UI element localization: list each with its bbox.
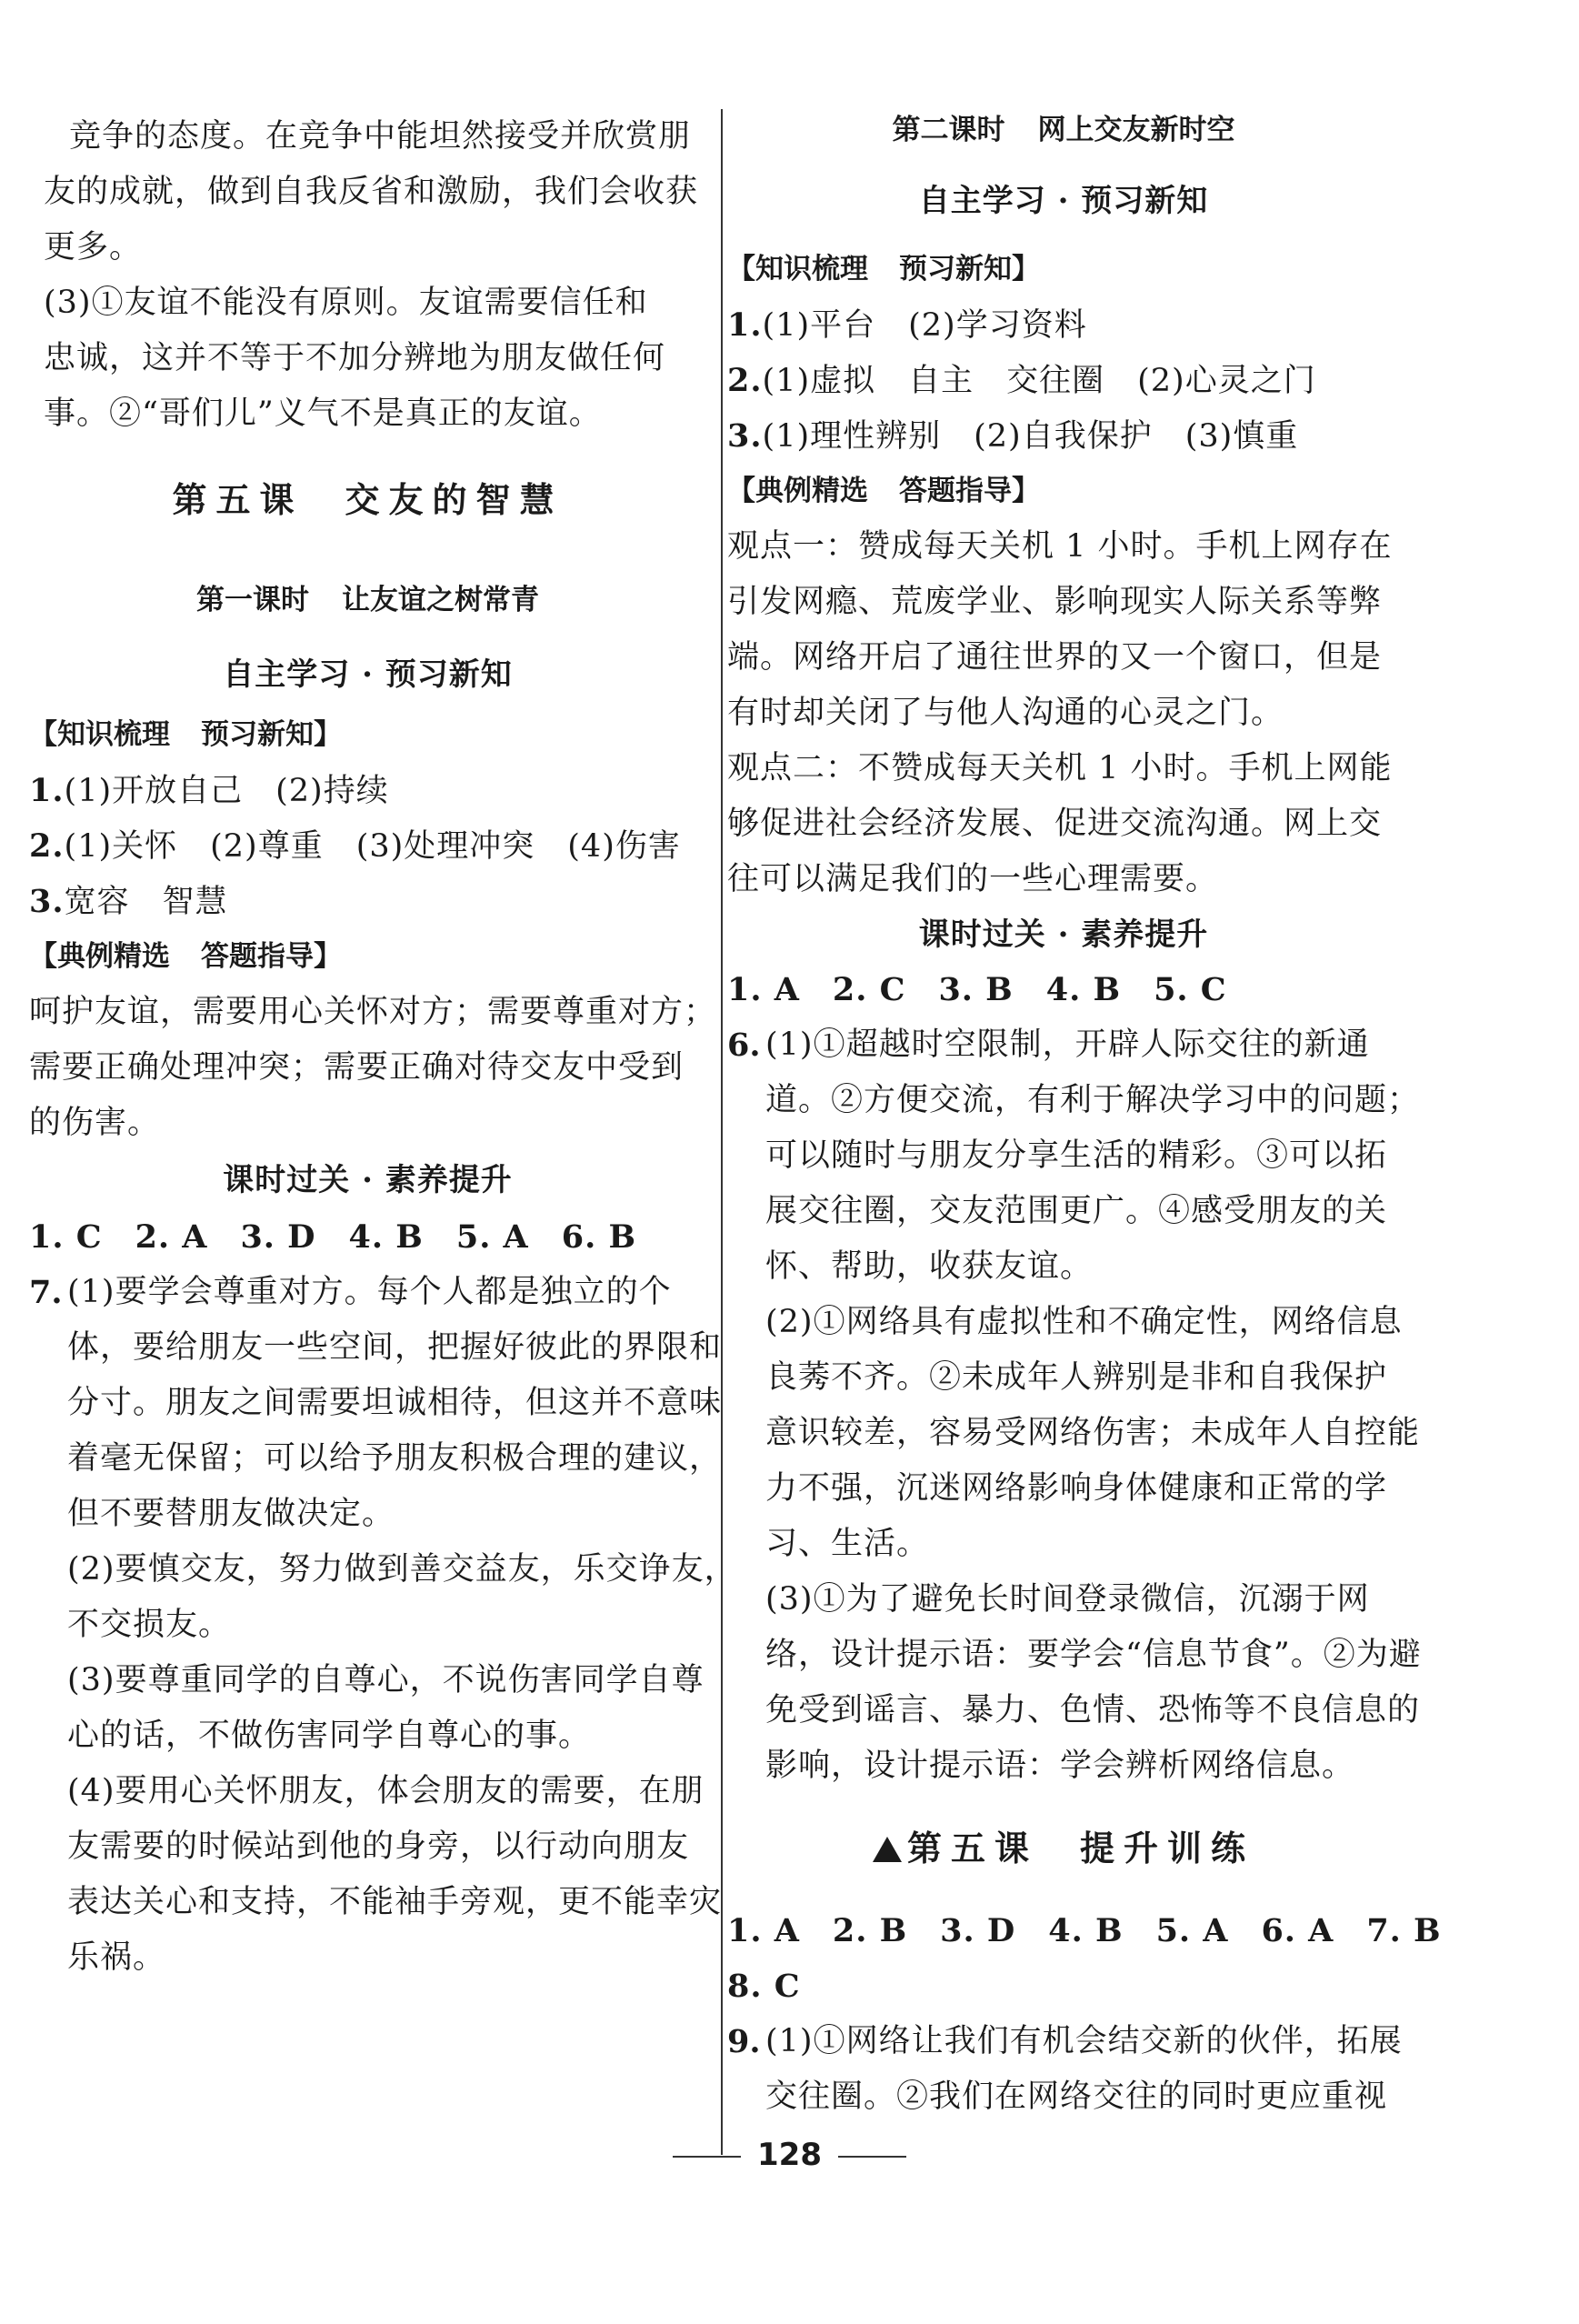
answer-line — [29, 818, 706, 874]
training-name: 提升训练 — [1080, 1828, 1255, 1868]
text-line: 良莠不齐。②未成年人辨别是非和自我保护 — [765, 1359, 1388, 1396]
item-number: 1. — [727, 306, 763, 344]
text-line: 习、生活。 — [765, 1526, 930, 1562]
section-heading-self-study: 自主学习 · 预习新知 — [223, 656, 513, 693]
text-line: 道。②方便交流，有利于解决学习中的问题； — [765, 1082, 1421, 1118]
answer-line — [727, 297, 1400, 353]
answer-line — [727, 408, 1400, 464]
text-line: (1)①超越时空限制，开辟人际交往的新通 — [765, 1027, 1370, 1063]
bracket-label: 预习新知】 — [201, 718, 342, 751]
text-line: (3)①友谊不能没有原则。友谊需要信任和 — [44, 285, 648, 321]
text-line: 有时却关闭了与他人沟通的心灵之门。 — [727, 695, 1284, 731]
question-9 — [727, 2014, 1403, 2125]
text-line: (4)要用心关怀朋友，体会朋友的需要，在朋 — [67, 1773, 705, 1809]
right-column — [727, 109, 1442, 2125]
text-line: 更多。 — [44, 229, 143, 265]
item-number: 9. — [727, 2023, 761, 2060]
lesson-title — [29, 442, 706, 558]
text-line: 竞争的态度。在竞争中能坦然接受并欣赏朋 — [69, 118, 692, 155]
bracket-label: 答题指导】 — [899, 475, 1040, 507]
text-line: 影响，设计提示语：学会辨析网络信息。 — [765, 1748, 1355, 1784]
answer-line — [727, 353, 1400, 408]
lesson-number: 第五课 — [906, 1828, 1038, 1868]
session-title — [29, 558, 706, 642]
multiple-choice-answers: 1. A 2. B 3. D 4. B 5. A 6. A 7. B — [727, 1912, 1442, 1949]
text-line: 引发网瘾、荒废学业、影响现实人际关系等弊 — [727, 584, 1383, 620]
text-line: 免受到谣言、暴力、色情、恐怖等不良信息的 — [765, 1692, 1421, 1728]
text-line: (3)①为了避免长时间登录微信，沉溺于网 — [765, 1581, 1370, 1618]
session-number: 第二课时 — [892, 114, 1005, 146]
text-line: 事。②“哥们儿”义气不是真正的友谊。 — [44, 396, 602, 432]
text-line: 心的话，不做伤害同学自尊心的事。 — [67, 1718, 592, 1754]
text-line: (3)要尊重同学的自尊心，不说伤害同学自尊 — [67, 1662, 705, 1698]
text-line: 意识较差，容易受网络伤害；未成年人自控能 — [765, 1415, 1421, 1451]
text-line: 不交损友。 — [67, 1607, 232, 1643]
multiple-choice-answers: 1. A 2. C 3. B 4. B 5. C — [727, 971, 1227, 1008]
item-number: 3. — [727, 417, 763, 455]
bracket-label: 答题指导】 — [201, 940, 342, 973]
session-name: 让友谊之树常青 — [342, 584, 539, 616]
item-number: 2. — [727, 362, 763, 399]
text-line: 体，要给朋友一些空间，把握好彼此的界限和 — [67, 1329, 723, 1366]
section-heading-pass: 课时过关 · 素养提升 — [918, 917, 1209, 953]
question-7 — [29, 1265, 737, 1986]
question-6 — [727, 1017, 1422, 1794]
item-number: 1. — [29, 772, 65, 809]
item-number: 3. — [29, 883, 65, 920]
text-line: 观点一：赞成每天关机 1 小时。手机上网存在 — [727, 528, 1393, 565]
text-line: 怀、帮助，收获友谊。 — [765, 1248, 1094, 1285]
bracket-heading-examples — [29, 929, 706, 985]
text-line: 乐祸。 — [67, 1939, 166, 1976]
bracket-heading-examples — [727, 464, 1400, 519]
answer-line — [29, 874, 706, 929]
text-line: 够促进社会经济发展、促进交流沟通。网上交 — [727, 806, 1383, 842]
section-heading-self-study: 自主学习 · 预习新知 — [918, 183, 1209, 219]
multiple-choice-answers: 1. C 2. A 3. D 4. B 5. A 6. B — [29, 1218, 637, 1256]
lesson-number: 第五课 — [172, 479, 304, 520]
item-text: (1)关怀 (2)尊重 (3)处理冲突 (4)伤害 — [64, 828, 681, 865]
text-line: 表达关心和支持，不能袖手旁观，更不能幸灾 — [67, 1884, 723, 1920]
text-line: 往可以满足我们的一些心理需要。 — [727, 861, 1219, 897]
text-line: (2)要慎交友，努力做到善交益友，乐交诤友， — [67, 1551, 737, 1588]
bracket-heading-knowledge — [727, 242, 1400, 297]
item-number: 6. — [727, 1027, 761, 1064]
text-line: 展交往圈，交友范围更广。④感受朋友的关 — [765, 1193, 1388, 1229]
text-line: 交往圈。②我们在网络交往的同时更应重视 — [765, 2079, 1388, 2115]
page-number-rule — [673, 2156, 741, 2158]
text-line: 观点二：不赞成每天关机 1 小时。手机上网能 — [727, 750, 1393, 786]
page-number-rule — [838, 2156, 906, 2158]
item-text: (1)理性辨别 (2)自我保护 (3)慎重 — [762, 418, 1299, 455]
item-text: (1)平台 (2)学习资料 — [762, 307, 1087, 344]
bracket-label: 【典例精选 — [29, 940, 170, 973]
text-line: 友的成就，做到自我反省和激励，我们会收获 — [44, 174, 699, 210]
text-line: 忠诚，这并不等于不加分辨地为朋友做任何 — [44, 340, 666, 376]
training-title — [727, 1794, 1400, 1903]
item-text: (1)虚拟 自主 交往圈 (2)心灵之门 — [762, 363, 1316, 399]
item-number: 7. — [29, 1274, 63, 1311]
text-line: 需要正确处理冲突；需要正确对待交友中受到 — [29, 1049, 685, 1086]
session-title — [727, 100, 1400, 160]
text-line: 分寸。朋友之间需要坦诚相待，但这并不意味 — [67, 1385, 723, 1421]
bracket-label: 【知识梳理 — [29, 718, 170, 751]
text-line: 力不强，沉迷网络影响身体健康和正常的学 — [765, 1470, 1388, 1507]
item-text: (1)开放自己 (2)持续 — [64, 773, 389, 809]
lesson-name: 交友的智慧 — [345, 479, 564, 520]
item-number: 2. — [29, 827, 65, 865]
text-line: 但不要替朋友做决定。 — [67, 1496, 395, 1532]
page-number — [0, 2137, 1579, 2173]
bracket-heading-knowledge — [29, 707, 706, 763]
text-line: 可以随时与朋友分享生活的精彩。③可以拓 — [765, 1137, 1388, 1174]
session-number: 第一课时 — [196, 584, 309, 616]
bracket-label: 【知识梳理 — [727, 253, 868, 285]
triangle-icon — [873, 1837, 902, 1862]
bracket-label: 预习新知】 — [899, 253, 1040, 285]
text-line: 友需要的时候站到他的身旁，以行动向朋友 — [67, 1828, 690, 1865]
section-heading-pass: 课时过关 · 素养提升 — [223, 1162, 513, 1198]
answer-line — [29, 763, 706, 818]
intro-block — [29, 109, 706, 442]
text-line: 络，设计提示语：要学会“信息节食”。②为避 — [765, 1637, 1422, 1673]
text-line: 的伤害。 — [29, 1105, 161, 1141]
session-name: 网上交友新时空 — [1037, 114, 1235, 146]
bracket-label: 【典例精选 — [727, 475, 868, 507]
column-divider — [721, 109, 723, 2155]
text-line: 端。网络开启了通往世界的又一个窗口，但是 — [727, 639, 1383, 676]
page-number-text: 128 — [757, 2137, 822, 2173]
left-column — [29, 109, 737, 1986]
text-line: 呵护友谊，需要用心关怀对方；需要尊重对方； — [29, 994, 717, 1030]
text-line: (2)①网络具有虚拟性和不确定性，网络信息 — [765, 1304, 1403, 1340]
text-line: 着毫无保留；可以给予朋友积极合理的建议， — [67, 1440, 723, 1477]
text-line: (1)①网络让我们有机会结交新的伙伴，拓展 — [765, 2023, 1403, 2059]
item-text: 宽容 智慧 — [64, 884, 228, 920]
text-line: (1)要学会尊重对方。每个人都是独立的个 — [67, 1274, 672, 1310]
answer-line: 8. C — [727, 1968, 801, 2005]
